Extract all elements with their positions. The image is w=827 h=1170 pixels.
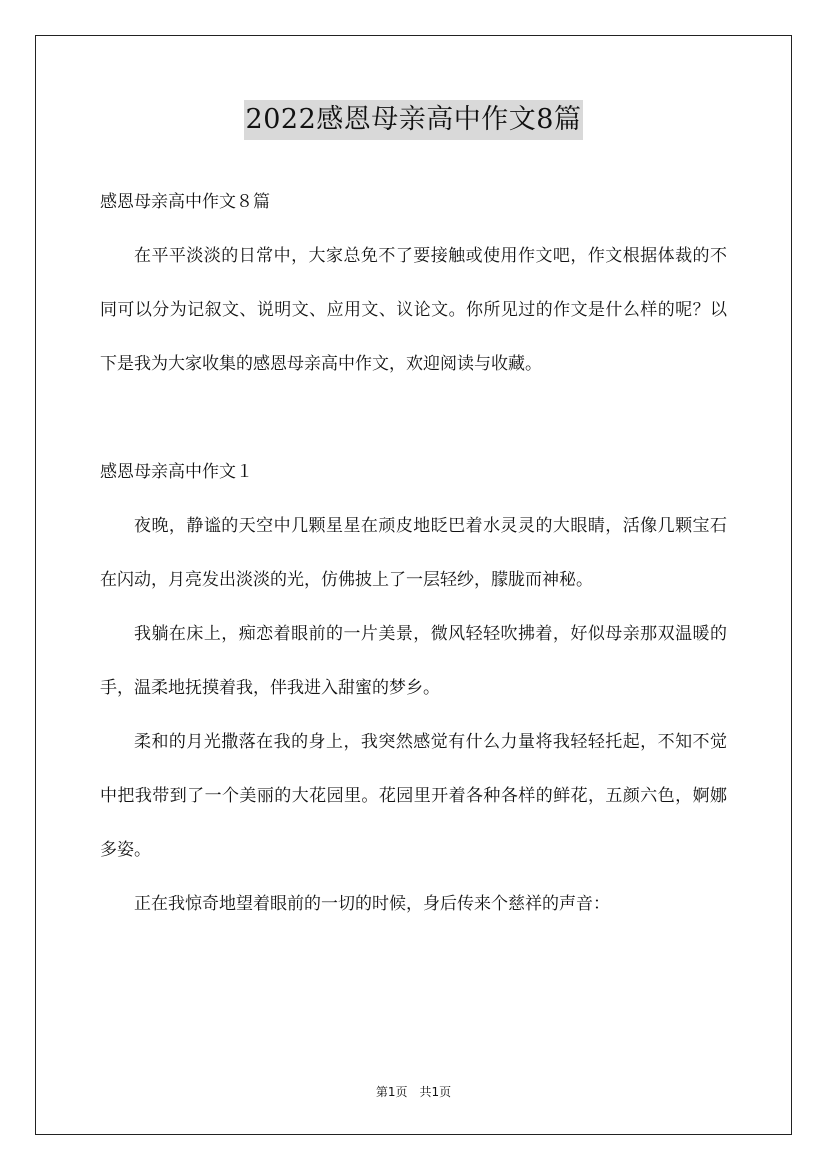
document-body	[100, 175, 727, 931]
body-paragraph: 夜晚，静谧的天空中几颗星星在顽皮地眨巴着水灵灵的大眼睛，活像几颗宝石在闪动，月亮发出淡淡的光，仿佛披上了一层轻纱，朦胧而神秘。	[100, 516, 727, 590]
page-footer: 第1页 共1页	[375, 1085, 452, 1099]
body-paragraph: 柔和的月光撒落在我的身上，我突然感觉有什么力量将我轻轻托起，不知不觉中把我带到了一个美丽的大花园里。花园里开着各种各样的鲜花，五颜六色，婀娜多姿。	[100, 732, 727, 860]
body-paragraph: 正在我惊奇地望着眼前的一切的时候，身后传来个慈祥的声音：	[134, 894, 610, 914]
body-paragraph: 我躺在床上，痴恋着眼前的一片美景，微风轻轻吹拂着，好似母亲那双温暖的手，温柔地抚摸着我，伴我进入甜蜜的梦乡。	[100, 624, 727, 698]
document-subtitle: 感恩母亲高中作文８篇	[100, 192, 270, 212]
title-area	[0, 100, 827, 140]
intro-paragraph: 在平平淡淡的日常中，大家总免不了要接触或使用作文吧，作文根据体裁的不同可以分为记叙文、说明文、应用文、议论文。你所见过的作文是什么样的呢？以下是我为大家收集的感恩母亲高中作文，欢迎阅读与收藏。	[100, 246, 727, 374]
section-heading: 感恩母亲高中作文１	[100, 462, 253, 482]
blank-line	[100, 391, 727, 445]
document-title: 2022感恩母亲高中作文8篇	[244, 100, 584, 140]
